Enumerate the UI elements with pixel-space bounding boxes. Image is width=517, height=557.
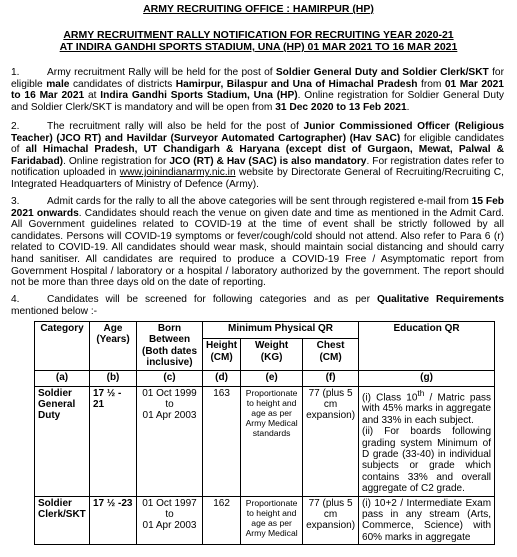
header-category: Category — [35, 322, 90, 371]
office-heading: ARMY RECRUITING OFFICE : HAMIRPUR (HP) — [143, 3, 374, 15]
row-born: 01 Oct 1997 to 01 Apr 2003 — [137, 496, 203, 545]
header-height: Height (CM) — [203, 339, 241, 370]
header-education: Education QR — [359, 322, 495, 371]
row-height: 162 — [203, 496, 241, 545]
header-age: Age (Years) — [90, 322, 137, 371]
qualitative-requirements-table — [34, 321, 495, 545]
column-letter: (g) — [359, 370, 495, 386]
row-weight: Proportionate to height and age as per Army Medical — [241, 496, 303, 545]
header-weight: Weight (KG) — [241, 339, 303, 370]
paragraph-number: 3. — [11, 196, 20, 207]
column-letter: (e) — [241, 370, 303, 386]
row-born: 01 Oct 1999 to 01 Apr 2003 — [137, 386, 203, 496]
row-education: (i) 10+2 / Intermediate Exam pass in any stream (Arts, Commerce, Science) with 60% marks in aggregate — [359, 496, 495, 545]
header-born: Born Between (Both dates inclusive) — [137, 322, 203, 371]
row-height: 163 — [203, 386, 241, 496]
paragraph-number: 2. — [11, 121, 20, 132]
row-chest: 77 (plus 5 cm expansion) — [303, 386, 359, 496]
row-chest: 77 (plus 5 cm expansion) — [303, 496, 359, 545]
column-letter: (b) — [90, 370, 137, 386]
paragraph-number: 1. — [11, 67, 20, 78]
notification-heading: ARMY RECRUITMENT RALLY NOTIFICATION FOR RECRUITING YEAR 2020-21 — [63, 29, 454, 41]
table-row — [35, 386, 495, 496]
table-letter-row — [35, 370, 495, 386]
header-chest: Chest (CM) — [303, 339, 359, 370]
column-letter: (d) — [203, 370, 241, 386]
paragraph-1: 1. Army recruitment Rally will be held for the post of Soldier General Duty and Soldier Clerk/SKT for eligible male candidates of districts Hamirpur, Bilaspur and Una of Himachal Pradesh from 01 Mar 2021 to 16 Mar 2021 at Indira Gandhi Sports Stadium, Una (HP). Online registration for Soldier General Duty and Soldier Clerk/SKT is mandatory and will be open from 31 Dec 2020 to 13 Feb 2021. — [11, 67, 504, 113]
column-letter: (a) — [35, 370, 90, 386]
venue-heading: AT INDIRA GANDHI SPORTS STADIUM, UNA (HP) 01 MAR 2021 TO 16 MAR 2021 — [59, 41, 458, 53]
row-category: Soldier Clerk/SKT — [35, 496, 90, 545]
paragraph-3: 3. Admit cards for the rally to all the above categories will be sent through registered e-mail from 15 Feb 2021 onwards. Candidates should reach the venue on given date and time as mentioned in the Admit Card. All Government guidelines related to COVID-19 at the time of event shall be strictly followed by all candidates. Persons will COVID-19 symptoms or fever/cough/cold should not attend. Also refer to Para 6 (r) related to COVID-19. All candidates should wear mask, should maintain social distancing and should carry hand sanitiser. All candidates are required to produce a COVID-19 Free / Asymptomatic report from Government Hospital / laboratory or a hospital / laboratory authorized by the government. The report should not be more than three days old on the date of reporting. — [11, 196, 504, 289]
table-header-row — [35, 322, 495, 339]
website-link[interactable]: www.joinindianarmy.nic.in — [119, 167, 236, 179]
paragraph-4: 4. Candidates will be screened for following categories and as per Qualitative Requirements mentioned below :- — [11, 294, 504, 317]
table-row — [35, 496, 495, 545]
paragraph-2: 2. The recruitment rally will also be held for the post of Junior Commissioned Officer (Religious Teacher) (JCO RT) and Havildar (Surveyor Automated Cartographer) (Hav SAC) for eligible candidates of all Himachal Pradesh, UT Chandigarh & Haryana (except dist of Gurgaon, Mewat, Palwal & Faridabad). Online registration for JCO (RT) & Hav (SAC) is also mandatory. For registration dates refer to notification uploaded in www.joinindianarmy.nic.in website by Directorate General of Recruiting/Recruiting C, Integrated Headquarters of Ministry of Defence (Army). — [11, 121, 505, 190]
row-category: Soldier General Duty — [35, 386, 90, 496]
header-min-physical: Minimum Physical QR — [203, 322, 359, 339]
row-education: (i) Class 10th / Matric pass with 45% marks in aggregate and 33% in each subject. (ii) For boards following grading system Minimum of D grade (33-40) in individual subjects or grade which contains 33% and overall aggregate of C2 grade. — [359, 386, 495, 496]
row-age: 17 ½ - 21 — [90, 386, 137, 496]
column-letter: (c) — [137, 370, 203, 386]
row-weight: Proportionate to height and age as per Army Medical standards — [241, 386, 303, 496]
row-age: 17 ½ -23 — [90, 496, 137, 545]
column-letter: (f) — [303, 370, 359, 386]
paragraph-number: 4. — [11, 294, 20, 305]
